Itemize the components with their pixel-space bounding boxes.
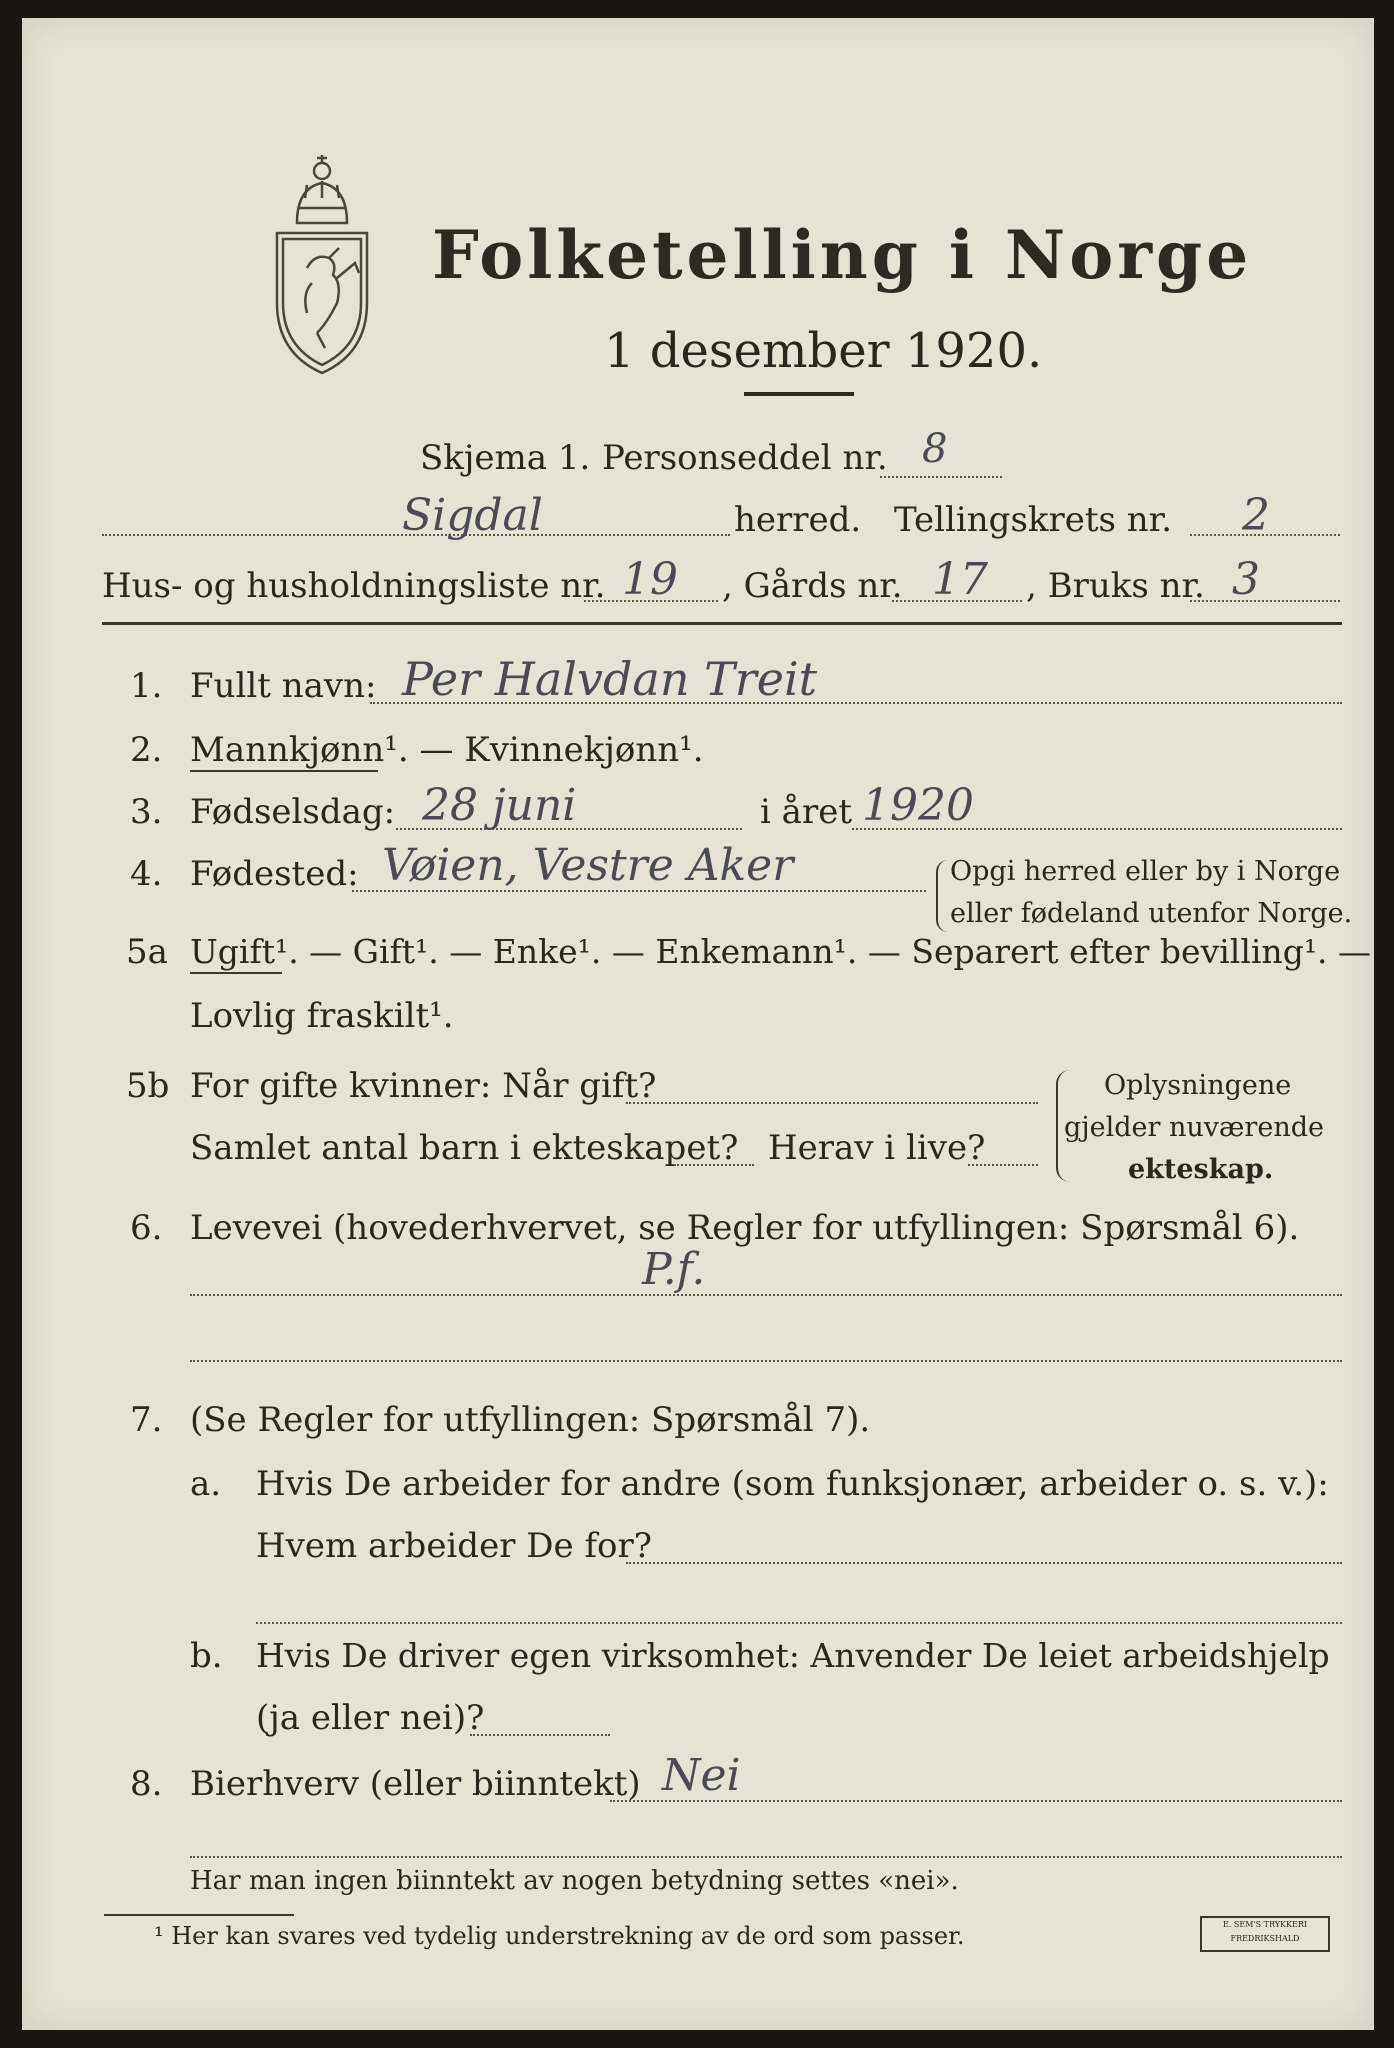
form-title: Folketelling i Norge bbox=[432, 216, 1253, 294]
q2-mannkjonn-underline bbox=[190, 770, 378, 772]
footnote-rule bbox=[104, 1914, 294, 1916]
q6-line2 bbox=[190, 1360, 1342, 1362]
q7-label: (Se Regler for utfyllingen: Spørsmål 7). bbox=[190, 1400, 871, 1440]
q6-line1 bbox=[190, 1294, 1342, 1296]
herred-label: herred. bbox=[734, 500, 862, 540]
schema-label: Skjema 1. bbox=[420, 438, 591, 478]
q6-label: Levevei (hovederhvervet, se Regler for utfyllingen: Spørsmål 6). bbox=[190, 1208, 1300, 1248]
gards-value: 17 bbox=[932, 554, 988, 605]
q5b-alive-label: Herav i live? bbox=[768, 1128, 986, 1168]
q5a-ugift-underline bbox=[190, 972, 282, 974]
household-list-label: Hus- og husholdningsliste nr. bbox=[102, 566, 606, 606]
q5b-alive-line bbox=[968, 1164, 1038, 1166]
norwegian-coat-of-arms-icon bbox=[267, 153, 377, 378]
q3-label: Fødselsdag: bbox=[190, 792, 396, 832]
bruks-line bbox=[1190, 600, 1340, 602]
q4-label: Fødested: bbox=[190, 854, 359, 894]
q1-full-name-value: Per Halvdan Treit bbox=[402, 652, 818, 706]
person-nr-line bbox=[880, 476, 1002, 478]
q4-note-line2: eller fødeland utenfor Norge. bbox=[950, 898, 1353, 929]
q7a-line2 bbox=[256, 1622, 1342, 1624]
q6-number: 6. bbox=[130, 1208, 163, 1248]
q7b-question-line1: Hvis De driver egen virksomhet: Anvender De leiet arbeidshjelp bbox=[256, 1636, 1330, 1675]
q5b-note-line3: ekteskap. bbox=[1128, 1154, 1274, 1185]
q7a-question-line2: Hvem arbeider De for? bbox=[256, 1526, 652, 1566]
q5a-marital-options-line2: Lovlig fraskilt¹. bbox=[190, 996, 454, 1036]
q1-label: Fullt navn: bbox=[190, 666, 377, 706]
q7b-line bbox=[470, 1734, 610, 1736]
herred-value: Sigdal bbox=[402, 490, 543, 541]
gards-label: , Gårds nr. bbox=[722, 566, 903, 606]
q7a-line1 bbox=[626, 1562, 1342, 1564]
q6-occupation-value: P.f. bbox=[642, 1244, 706, 1295]
q5a-marital-options: Ugift¹. — Gift¹. — Enke¹. — Enkemann¹. — Separert efter bevilling¹. — bbox=[190, 932, 1372, 971]
q7a-letter: a. bbox=[190, 1464, 222, 1504]
q2-gender-options: Mannkjønn¹. — Kvinnekjønn¹. bbox=[190, 730, 704, 770]
q5b-children-label: Samlet antal barn i ekteskapet? bbox=[190, 1128, 739, 1168]
q3-birthday-value: 28 juni bbox=[422, 780, 577, 831]
q7b-letter: b. bbox=[190, 1636, 223, 1676]
q4-birthplace-value: Vøien, Vestre Aker bbox=[382, 840, 794, 891]
title-divider bbox=[744, 392, 854, 396]
header-rule bbox=[102, 622, 1342, 625]
q3-number: 3. bbox=[130, 792, 163, 832]
census-form-page bbox=[22, 18, 1374, 2030]
q4-number: 4. bbox=[130, 854, 163, 894]
q4-note-line1: Opgi herred eller by i Norge bbox=[950, 856, 1341, 887]
q8-line2 bbox=[190, 1856, 1342, 1858]
q5b-when-married-label: For gifte kvinner: Når gift? bbox=[190, 1066, 657, 1106]
q3-year-value: 1920 bbox=[862, 780, 974, 831]
q7-number: 7. bbox=[130, 1400, 163, 1440]
person-nr-value: 8 bbox=[922, 426, 948, 472]
krets-value: 2 bbox=[1242, 490, 1270, 541]
q5a-number: 5a bbox=[126, 932, 168, 972]
bruks-label: , Bruks nr. bbox=[1026, 566, 1205, 606]
bruks-value: 3 bbox=[1232, 554, 1260, 605]
q1-number: 1. bbox=[130, 666, 163, 706]
q3-year-label: i året bbox=[760, 792, 852, 832]
person-nr-label: Personseddel nr. bbox=[602, 438, 888, 478]
q7b-question-line2: (ja eller nei)? bbox=[256, 1698, 485, 1738]
q5b-children-line bbox=[674, 1164, 754, 1166]
footnote: ¹ Her kan svares ved tydelig understrekning av de ord som passer. bbox=[154, 1922, 965, 1950]
q5b-when-married-line bbox=[626, 1102, 1038, 1104]
printer-stamp: E. SEM'S TRYKKERI FREDRIKSHALD bbox=[1200, 1916, 1330, 1952]
note-nei-instruction: Har man ingen biinntekt av nogen betydning settes «nei». bbox=[190, 1866, 959, 1896]
census-date: 1 desember 1920. bbox=[604, 323, 1043, 379]
krets-label: Tellingskrets nr. bbox=[894, 500, 1173, 540]
q5b-number: 5b bbox=[126, 1066, 170, 1106]
q5b-note-line2: gjelder nuværende bbox=[1064, 1112, 1324, 1143]
q4-brace bbox=[936, 860, 948, 932]
q8-side-income-value: Nei bbox=[662, 1750, 741, 1801]
bleed-through-text bbox=[1072, 118, 1080, 146]
q2-number: 2. bbox=[130, 730, 163, 770]
q5b-note-line1: Oplysningene bbox=[1104, 1070, 1292, 1101]
household-list-value: 19 bbox=[622, 554, 678, 605]
q8-number: 8. bbox=[130, 1764, 163, 1804]
q7a-question-line1: Hvis De arbeider for andre (som funksjonær, arbeider o. s. v.): bbox=[256, 1464, 1329, 1504]
q8-label: Bierhverv (eller biinntekt) bbox=[190, 1764, 641, 1804]
